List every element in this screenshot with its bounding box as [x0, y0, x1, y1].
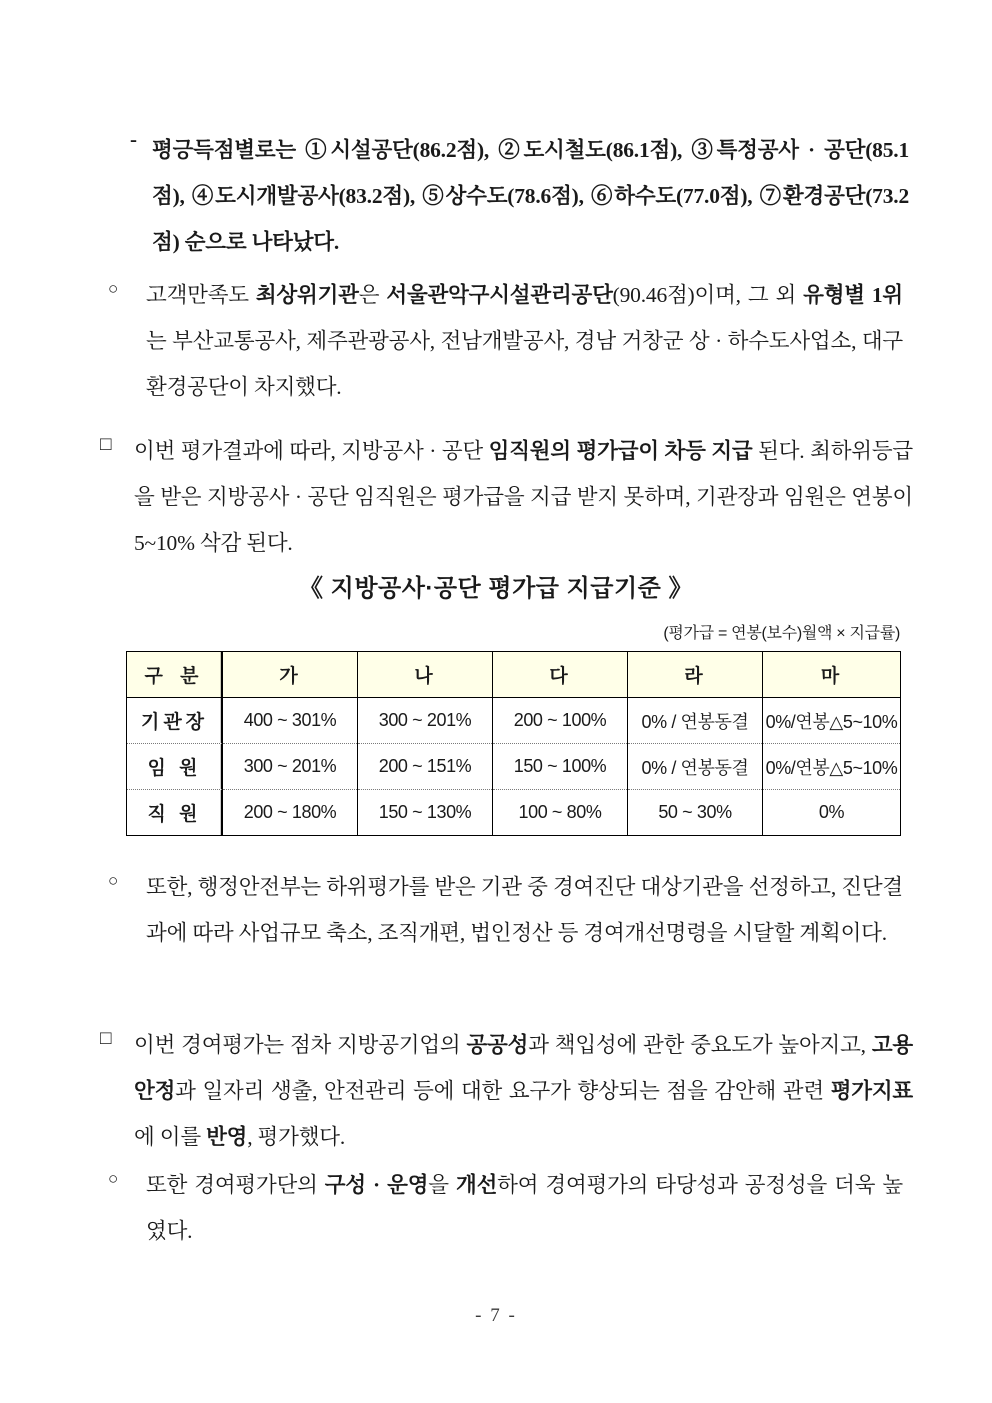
row-cell: 50 ~ 30% — [628, 790, 763, 836]
paragraph-text: 고객만족도 최상위기관은 서울관악구시설관리공단(90.46점)이며, 그 외 유형별 1위는 부산교통공사, 제주관광공사, 전남개발공사, 경남 거창군 상 · 하수도사업소, 대구환경공단이 차지했다. — [146, 283, 903, 399]
pay-standard-table — [126, 651, 901, 836]
circle-marker: ○ — [108, 871, 119, 890]
table-row — [127, 790, 901, 836]
table-header-cell-3: 다 — [493, 652, 628, 698]
paragraph-evaluation-publicness-responsibility — [100, 1022, 913, 1160]
row-cell: 300 ~ 201% — [358, 698, 493, 744]
table-header-row — [127, 652, 901, 698]
row-label: 직 원 — [127, 790, 223, 836]
paragraph-text: 이번 평가결과에 따라, 지방공사 · 공단 임직원의 평가급이 차등 지급 된다. 최하위등급을 받은 지방공사 · 공단 임직원은 평가급을 지급 받지 못하며, 기관장과 임원은 연봉이 5~10% 삭감 된다. — [134, 439, 913, 555]
row-label: 임 원 — [127, 744, 223, 790]
dash-marker: - — [130, 127, 137, 151]
table-header-cell-1: 가 — [223, 652, 358, 698]
row-cell: 0% — [763, 790, 901, 836]
table-header-cell-4: 라 — [628, 652, 763, 698]
table-row — [127, 698, 901, 744]
row-cell: 200 ~ 180% — [223, 790, 358, 836]
row-cell: 300 ~ 201% — [223, 744, 358, 790]
square-marker: □ — [100, 1028, 112, 1049]
paragraph-performance-pay-differential — [100, 428, 913, 566]
table-row — [127, 744, 901, 790]
square-marker: □ — [100, 434, 112, 455]
paragraph-text: 평긍득점별로는 ①시설공단(86.2점), ②도시철도(86.1점), ③특정공사 · 공단(85.1점), ④도시개발공사(83.2점), ⑤상수도(78.6점), ⑥하수도(77.0점), ⑦환경공단(73.2점) 순으로 나타났다. — [152, 138, 909, 254]
row-cell: 0%/연봉△5~10% — [763, 744, 901, 790]
row-cell: 0% / 연봉동결 — [628, 698, 763, 744]
row-label: 기관장 — [127, 698, 223, 744]
table-title: 《 지방공사·공단 평가급 지급기준 》 — [298, 575, 694, 602]
table-header-cell-0: 구 분 — [127, 652, 223, 698]
table-note: (평가급 = 연봉(보수)월액 × 지급률) — [663, 625, 900, 642]
row-cell: 0%/연봉△5~10% — [765, 711, 898, 732]
circle-marker: ○ — [108, 1169, 119, 1188]
row-cell: 0% / 연봉동결 — [628, 744, 763, 790]
paragraph-avg-score-ranking — [130, 127, 909, 265]
paragraph-management-diagnosis-plan — [108, 864, 903, 956]
page-number: - 7 - — [475, 1305, 517, 1326]
pay-standard-table-wrap — [126, 651, 900, 836]
row-cell: 400 ~ 301% — [223, 698, 358, 744]
row-cell: 100 ~ 80% — [493, 790, 628, 836]
row-cell: 200 ~ 151% — [358, 744, 493, 790]
table-header-cell-2: 나 — [358, 652, 493, 698]
paragraph-evaluation-team-improvement — [108, 1162, 903, 1254]
row-cell: 150 ~ 130% — [358, 790, 493, 836]
paragraph-text: 또한 경여평가단의 구성 · 운영을 개선하여 경여평가의 타당성과 공정성을 더욱 높였다. — [146, 1173, 903, 1243]
row-cell: 150 ~ 100% — [493, 744, 628, 790]
paragraph-customer-satisfaction-top — [108, 272, 903, 410]
circle-marker: ○ — [108, 279, 119, 298]
paragraph-text: 이번 경여평가는 점차 지방공기업의 공공성과 책입성에 관한 중요도가 높아지고, 고용안정과 일자리 생출, 안전관리 등에 대한 요구가 향상되는 점을 감안해 관련 평가지표에 이를 반영, 평가했다. — [134, 1033, 913, 1149]
row-cell: 200 ~ 100% — [493, 698, 628, 744]
table-header-cell-5: 마 — [763, 652, 901, 698]
paragraph-text: 또한, 행정안전부는 하위평가를 받은 기관 중 경여진단 대상기관을 선정하고, 진단결과에 따라 사업규모 축소, 조직개편, 법인정산 등 경여개선명령을 시달할 계획이다. — [146, 875, 903, 945]
